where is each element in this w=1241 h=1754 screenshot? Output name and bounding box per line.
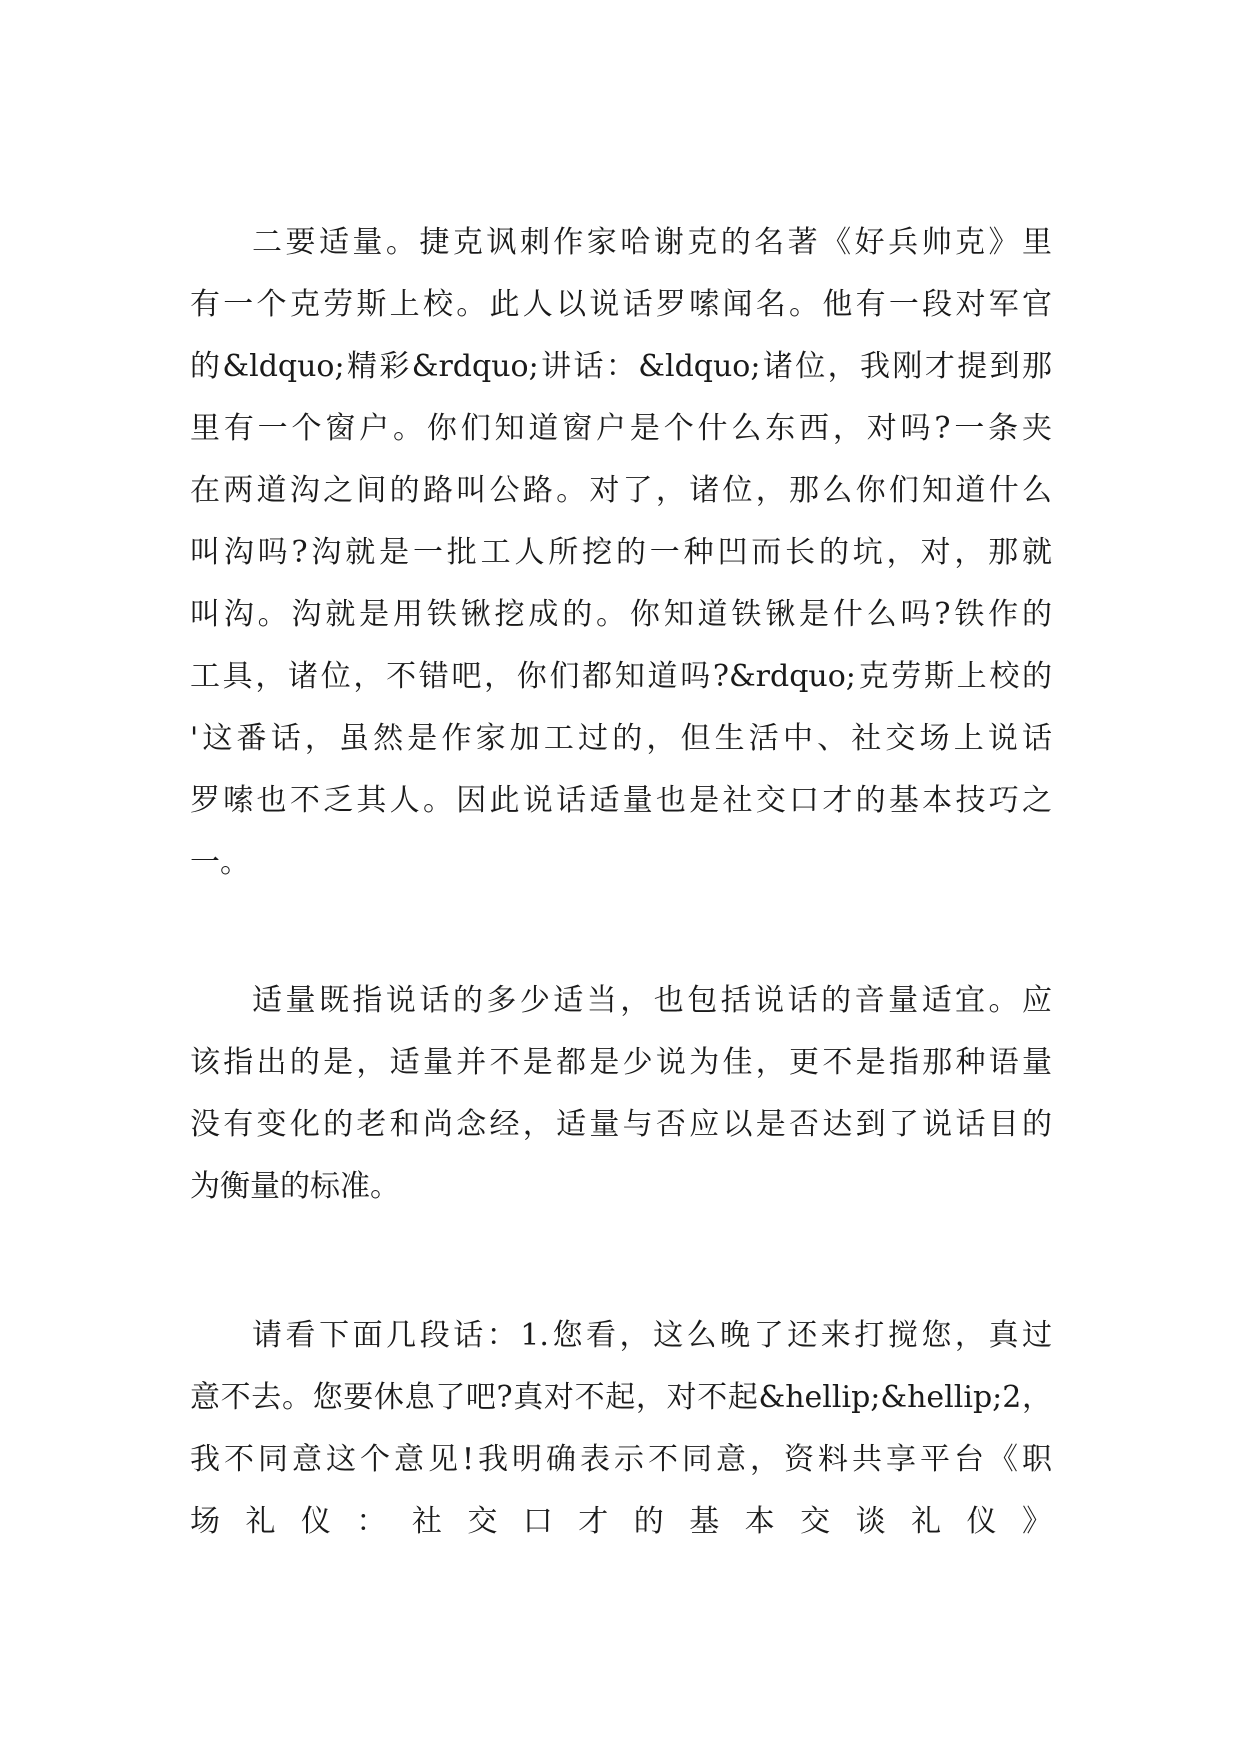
text-line: '这番话，虽然是作家加工过的，但生活中、社交场上说话 xyxy=(190,721,1052,756)
text-line: 叫沟吗?沟就是一批工人所挖的一种凹而长的坑，对，那就 xyxy=(190,535,1052,570)
text-line: 有一个克劳斯上校。此人以说话罗嗦闻名。他有一段对军官 xyxy=(190,287,1052,322)
text-line: 一。 xyxy=(190,845,250,880)
text-line: 我不同意这个意见!我明确表示不同意，资料共享平台《职 xyxy=(190,1442,1052,1477)
paragraph-examples xyxy=(190,1305,1052,1553)
paragraph-appropriate-amount xyxy=(190,212,1052,894)
text-line: 叫沟。沟就是用铁锹挖成的。你知道铁锹是什么吗?铁作的 xyxy=(190,597,1052,632)
paragraph-volume-definition xyxy=(190,970,1052,1218)
text-line: 工具，诸位，不错吧，你们都知道吗?&rdquo;克劳斯上校的 xyxy=(190,659,1052,694)
text-line: 为衡量的标准。 xyxy=(190,1169,400,1204)
text-line: 里有一个窗户。你们知道窗户是个什么东西，对吗?一条夹 xyxy=(190,411,1052,446)
text-line: 该指出的是，适量并不是都是少说为佳，更不是指那种语量 xyxy=(190,1045,1052,1080)
text-line: 在两道沟之间的路叫公路。对了，诸位，那么你们知道什么 xyxy=(190,473,1052,508)
text-line: 意不去。您要休息了吧?真对不起，对不起&hellip;&hellip;2， xyxy=(190,1380,1052,1415)
text-line: 请看下面几段话：1.您看，这么晚了还来打搅您，真过 xyxy=(252,1318,1052,1353)
text-line: 罗嗦也不乏其人。因此说话适量也是社交口才的基本技巧之 xyxy=(190,783,1052,818)
text-line: 没有变化的老和尚念经，适量与否应以是否达到了说话目的 xyxy=(190,1107,1052,1142)
text-line: 的&ldquo;精彩&rdquo;讲话：&ldquo;诸位，我刚才提到那 xyxy=(190,349,1052,384)
text-line: 场礼仪：社交口才的基本交谈礼仪》 xyxy=(190,1504,1052,1539)
text-line: 二要适量。捷克讽刺作家哈谢克的名著《好兵帅克》里 xyxy=(252,225,1052,260)
text-line: 适量既指说话的多少适当，也包括说话的音量适宜。应 xyxy=(252,983,1052,1018)
